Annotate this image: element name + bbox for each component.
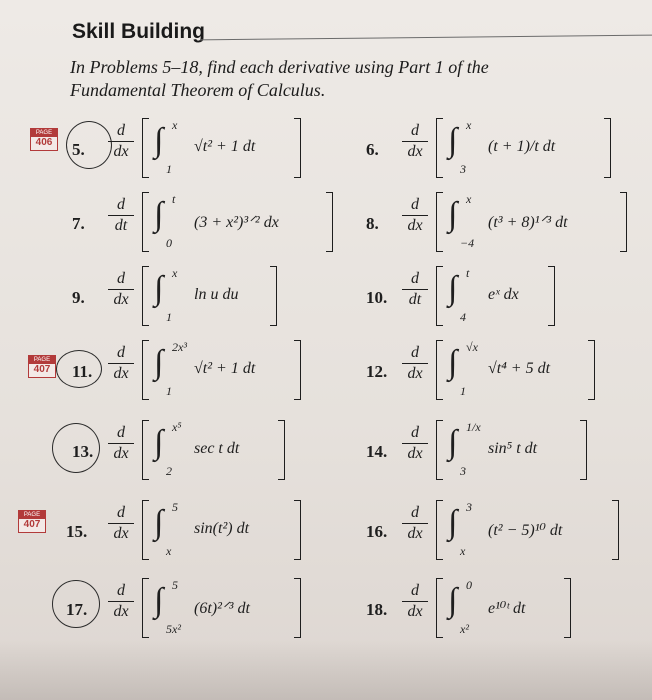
problem-number: 16. — [366, 522, 388, 541]
operator-denominator: dx — [113, 291, 129, 308]
derivative-operator — [402, 196, 428, 235]
integral-sign: ∫ — [154, 504, 164, 541]
integral-sign: ∫ — [448, 424, 458, 461]
problem-number: 11. — [72, 362, 93, 381]
integrand: eˣ dx — [488, 286, 519, 303]
fraction-bar — [108, 289, 134, 290]
integral-sign: ∫ — [154, 344, 164, 381]
operator-numerator: d — [117, 344, 125, 361]
upper-limit: 3 — [466, 500, 472, 514]
problem-number: 9. — [72, 288, 85, 307]
problem-item — [66, 500, 352, 570]
operator-denominator: dx — [407, 217, 423, 234]
left-bracket — [436, 578, 443, 638]
right-bracket — [278, 420, 285, 480]
lower-limit: 1 — [460, 384, 466, 398]
derivative-operator — [402, 424, 428, 463]
badge-page: 406 — [35, 137, 53, 148]
lower-limit: 2 — [166, 464, 172, 478]
derivative-operator — [108, 424, 134, 463]
left-bracket — [436, 340, 443, 400]
derivative-operator — [108, 270, 134, 309]
integrand: (t³ + 8)¹ᐟ³ dt — [488, 214, 568, 231]
lower-limit: x — [166, 544, 172, 558]
derivative-operator — [108, 344, 134, 383]
integrand: sin⁵ t dt — [488, 440, 538, 457]
fraction-bar — [402, 289, 428, 290]
lower-limit: 1 — [166, 162, 172, 176]
integrand: (t² − 5)¹⁰ dt — [488, 522, 563, 539]
integral-sign: ∫ — [448, 344, 458, 381]
fraction-bar — [108, 523, 134, 524]
derivative-operator — [108, 582, 134, 621]
problem-item — [72, 266, 352, 336]
problem-item — [366, 578, 646, 648]
operator-denominator: dt — [408, 291, 422, 308]
problem-item — [72, 420, 352, 490]
left-bracket — [436, 420, 443, 480]
derivative-operator — [108, 122, 134, 161]
operator-numerator: d — [411, 424, 419, 441]
lower-limit: 5x² — [166, 622, 181, 636]
upper-limit: 5 — [172, 500, 178, 514]
integrand: √t² + 1 dt — [194, 138, 256, 155]
left-bracket — [142, 340, 149, 400]
fraction-bar — [402, 141, 428, 142]
integral-sign: ∫ — [154, 270, 164, 307]
right-bracket — [294, 340, 301, 400]
problem-item — [366, 340, 646, 410]
problem-item — [72, 118, 352, 188]
integral-sign: ∫ — [448, 122, 458, 159]
fraction-bar — [108, 601, 134, 602]
fraction-bar — [402, 601, 428, 602]
lower-limit: 3 — [460, 162, 466, 176]
lower-limit: 3 — [460, 464, 466, 478]
upper-limit: x⁵ — [172, 420, 182, 434]
badge-label: PAGE — [19, 511, 45, 519]
right-bracket — [604, 118, 611, 178]
integrand: √t⁴ + 5 dt — [488, 360, 551, 377]
badge-page: 407 — [33, 364, 51, 375]
problem-item — [366, 420, 646, 490]
left-bracket — [142, 578, 149, 638]
problem-number: 8. — [366, 214, 379, 233]
problem-item — [72, 340, 352, 410]
operator-denominator: dx — [113, 445, 129, 462]
page-shadow — [0, 640, 652, 700]
right-bracket — [548, 266, 555, 326]
badge-label: PAGE — [29, 356, 55, 364]
left-bracket — [436, 118, 443, 178]
problem-number: 17. — [66, 600, 88, 619]
lower-limit: x — [460, 544, 466, 558]
operator-numerator: d — [411, 504, 419, 521]
page-reference-badge — [30, 128, 58, 151]
operator-denominator: dx — [407, 525, 423, 542]
operator-numerator: d — [411, 344, 419, 361]
right-bracket — [588, 340, 595, 400]
operator-denominator: dx — [407, 603, 423, 620]
integral-sign: ∫ — [154, 582, 164, 619]
integral-sign: ∫ — [448, 196, 458, 233]
right-bracket — [580, 420, 587, 480]
fraction-bar — [108, 141, 134, 142]
right-bracket — [620, 192, 627, 252]
operator-denominator: dx — [407, 445, 423, 462]
problem-number: 18. — [366, 600, 388, 619]
instructions-text: In Problems 5–18, find each derivative using Part 1 of the Fundamental Theorem of Calculus. — [70, 57, 489, 100]
left-bracket — [436, 500, 443, 560]
upper-limit: √x — [466, 340, 478, 354]
operator-denominator: dx — [407, 143, 423, 160]
lower-limit: 1 — [166, 310, 172, 324]
integrand: sin(t²) dt — [194, 520, 250, 537]
derivative-operator — [402, 270, 428, 309]
integral-sign: ∫ — [448, 270, 458, 307]
right-bracket — [564, 578, 571, 638]
derivative-operator — [402, 582, 428, 621]
derivative-operator — [402, 122, 428, 161]
badge-label: PAGE — [31, 129, 57, 137]
badge-page: 407 — [23, 519, 41, 530]
upper-limit: t — [172, 192, 176, 206]
upper-limit: x — [172, 266, 178, 280]
problem-number: 13. — [72, 442, 94, 461]
left-bracket — [436, 266, 443, 326]
problem-item — [366, 118, 646, 188]
right-bracket — [294, 500, 301, 560]
integrand: sec t dt — [194, 440, 240, 457]
problem-number: 7. — [72, 214, 85, 233]
integral-sign: ∫ — [448, 504, 458, 541]
fraction-bar — [402, 523, 428, 524]
derivative-operator — [402, 344, 428, 383]
upper-limit: t — [466, 266, 470, 280]
integral-sign: ∫ — [154, 122, 164, 159]
right-bracket — [612, 500, 619, 560]
right-bracket — [294, 578, 301, 638]
upper-limit: 0 — [466, 578, 472, 592]
fraction-bar — [402, 443, 428, 444]
upper-limit: x — [466, 118, 472, 132]
derivative-operator — [402, 504, 428, 543]
derivative-operator — [108, 196, 134, 235]
integrand: (3 + x²)³ᐟ² dx — [194, 214, 279, 231]
problem-number: 14. — [366, 442, 388, 461]
derivative-operator — [108, 504, 134, 543]
integrand: (t + 1)/t dt — [488, 138, 556, 155]
left-bracket — [142, 500, 149, 560]
operator-denominator: dx — [113, 525, 129, 542]
fraction-bar — [402, 215, 428, 216]
operator-numerator: d — [117, 122, 125, 139]
operator-numerator: d — [117, 270, 125, 287]
problem-item — [366, 192, 646, 262]
operator-numerator: d — [411, 270, 419, 287]
operator-denominator: dx — [113, 365, 129, 382]
problem-number: 10. — [366, 288, 388, 307]
page-reference-badge — [28, 355, 56, 378]
operator-denominator: dx — [113, 143, 129, 160]
problem-item — [72, 192, 352, 262]
operator-numerator: d — [411, 582, 419, 599]
lower-limit: 4 — [460, 310, 466, 324]
operator-numerator: d — [117, 424, 125, 441]
problem-item — [366, 266, 646, 336]
left-bracket — [142, 420, 149, 480]
upper-limit: x — [172, 118, 178, 132]
problem-number: 12. — [366, 362, 388, 381]
fraction-bar — [402, 363, 428, 364]
lower-limit: −4 — [460, 236, 475, 250]
right-bracket — [326, 192, 333, 252]
right-bracket — [294, 118, 301, 178]
integrand: e¹⁰ᵗ dt — [488, 600, 526, 617]
integrand: √t² + 1 dt — [194, 360, 256, 377]
problem-number: 6. — [366, 140, 379, 159]
operator-denominator: dx — [113, 603, 129, 620]
page-reference-badge — [18, 510, 46, 533]
heading-rule — [200, 35, 652, 41]
integrand: ln u du — [194, 286, 239, 303]
operator-numerator: d — [411, 122, 419, 139]
lower-limit: 1 — [166, 384, 172, 398]
fraction-bar — [108, 443, 134, 444]
problem-number: 15. — [66, 522, 88, 541]
right-bracket — [270, 266, 277, 326]
problem-item — [66, 578, 352, 648]
problem-item — [366, 500, 646, 570]
upper-limit: 5 — [172, 578, 178, 592]
operator-denominator: dx — [407, 365, 423, 382]
problem-number: 5. — [72, 140, 85, 159]
lower-limit: 0 — [166, 236, 172, 250]
integral-sign: ∫ — [448, 582, 458, 619]
left-bracket — [142, 266, 149, 326]
integrand: (6t)²ᐟ³ dt — [194, 600, 250, 617]
upper-limit: x — [466, 192, 472, 206]
integral-sign: ∫ — [154, 424, 164, 461]
operator-numerator: d — [117, 504, 125, 521]
operator-numerator: d — [117, 196, 125, 213]
upper-limit: 2x³ — [172, 340, 187, 354]
fraction-bar — [108, 215, 134, 216]
lower-limit: x² — [460, 622, 469, 636]
left-bracket — [142, 192, 149, 252]
operator-numerator: d — [411, 196, 419, 213]
operator-numerator: d — [117, 582, 125, 599]
left-bracket — [436, 192, 443, 252]
fraction-bar — [108, 363, 134, 364]
operator-denominator: dt — [114, 217, 128, 234]
section-heading: Skill Building — [72, 20, 206, 43]
integral-sign: ∫ — [154, 196, 164, 233]
left-bracket — [142, 118, 149, 178]
upper-limit: 1/x — [466, 420, 481, 434]
